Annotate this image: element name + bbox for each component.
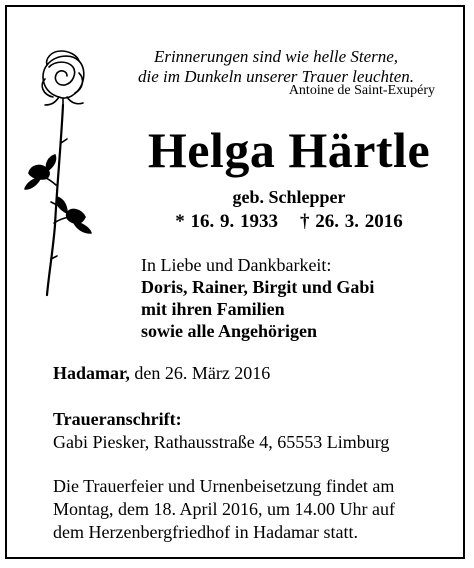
ceremony-line-2: Montag, dem 18. April 2016, um 14.00 Uhr auf (53, 499, 395, 519)
ceremony-info (53, 475, 458, 544)
rose-icon (21, 45, 103, 297)
place: Hadamar, (53, 363, 130, 383)
mourners-intro: In Liebe und Dankbarkeit: (141, 255, 332, 275)
deceased-name: Helga Härtle (147, 122, 431, 178)
mourners-line-2: mit ihren Familien (141, 299, 285, 319)
quote (111, 47, 441, 87)
address-text: Gabi Piesker, Rathausstraße 4, 65553 Limburg (53, 432, 390, 452)
birth-name: geb. Schlepper (232, 187, 346, 207)
birth-date: * 16. 9. 1933 (175, 211, 278, 232)
death-date: † 26. 3. 2016 (300, 211, 403, 232)
address-heading: Traueranschrift: (53, 409, 182, 429)
mourners (141, 254, 374, 342)
ceremony-line-3: dem Herzenbergfriedhof in Hadamar statt. (53, 522, 359, 542)
quote-author: Antoine de Saint-Exupéry (288, 83, 435, 98)
quote-line-1: Erinnerungen sind wie helle Sterne, (153, 47, 399, 66)
mourners-line-3: sowie alle Angehörigen (141, 321, 317, 341)
life-dates (111, 211, 467, 233)
obituary-notice (5, 5, 465, 559)
date: den 26. März 2016 (129, 363, 271, 383)
ceremony-line-1: Die Trauerfeier und Urnenbeisetzung findet am (53, 476, 395, 496)
mourners-line-1: Doris, Rainer, Birgit und Gabi (141, 277, 375, 297)
place-date (53, 363, 270, 384)
quote-line-2: die im Dunkeln unserer Trauer leuchten. (137, 67, 415, 86)
